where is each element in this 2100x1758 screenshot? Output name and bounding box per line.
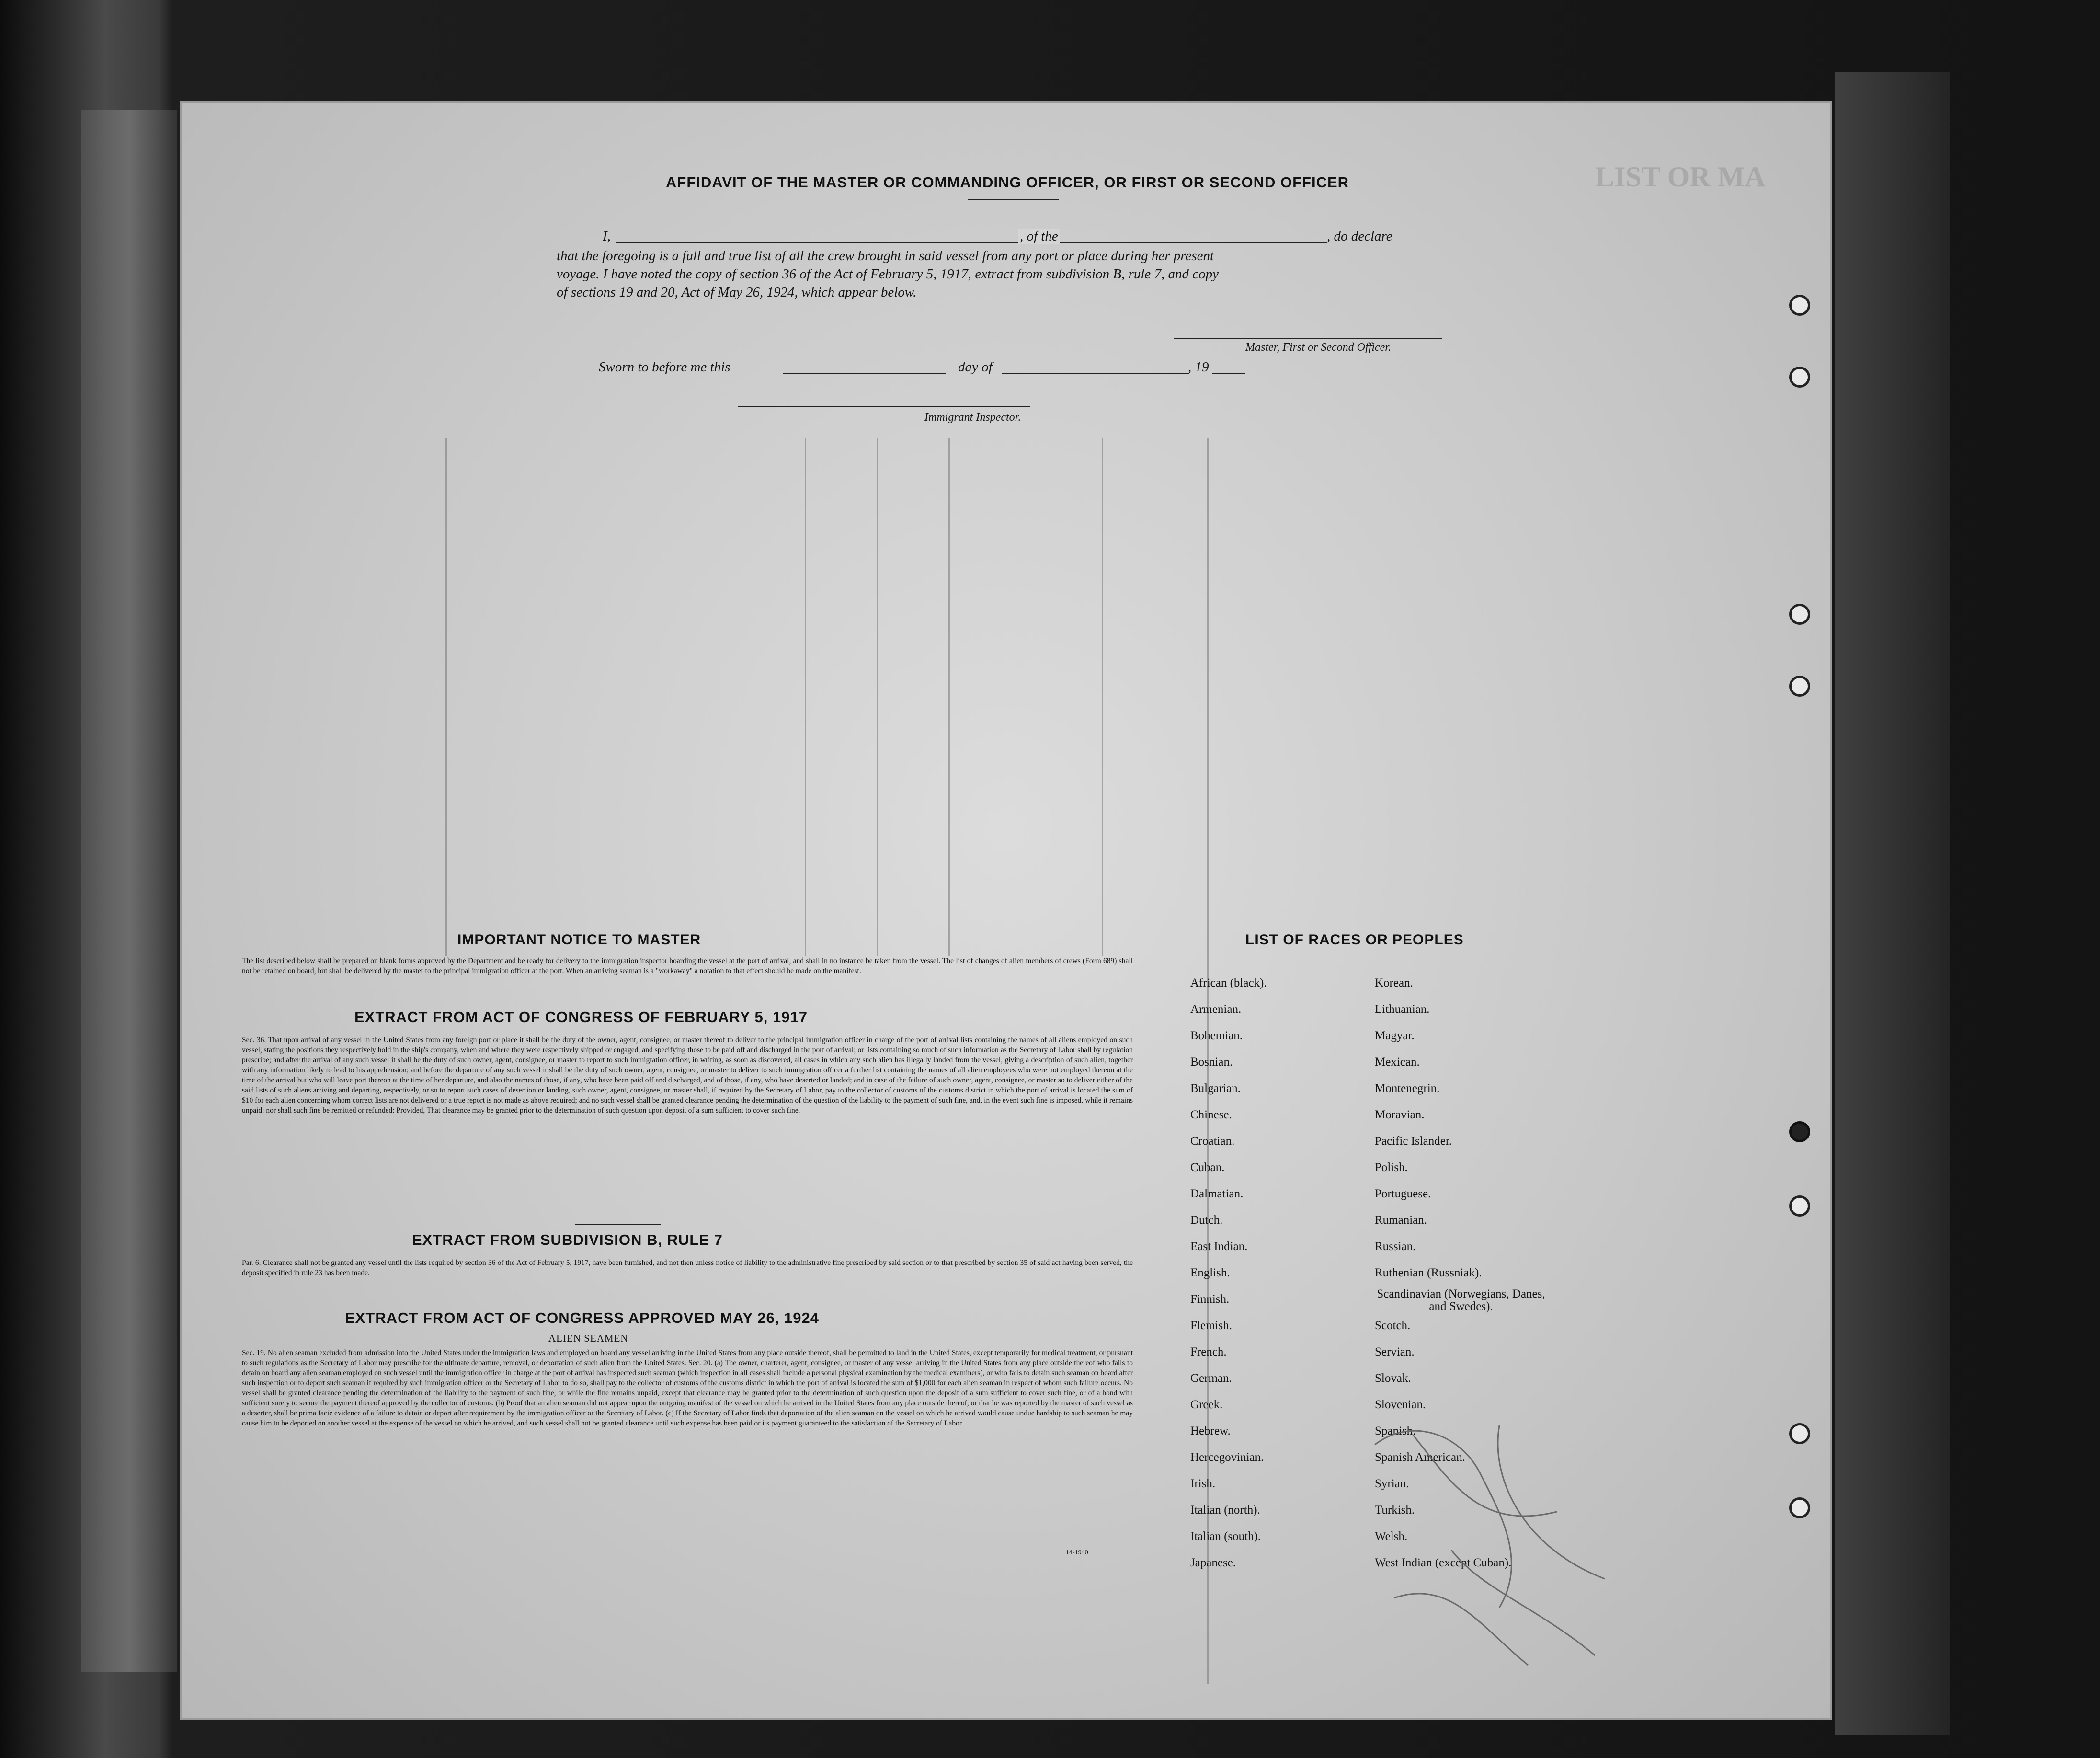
- master-signature-label: Master, First or Second Officer.: [1245, 341, 1391, 354]
- race-right-item: Korean.: [1375, 977, 1413, 989]
- affidavit-title: AFFIDAVIT OF THE MASTER OR COMMANDING OFFICER, OR FIRST OR SECOND OFFICER: [666, 174, 1349, 191]
- race-right-item: Scandinavian (Norwegians, Danes, and Swedes).: [1377, 1287, 1545, 1313]
- race-left-item: Chinese.: [1190, 1108, 1232, 1121]
- pencil-scribble: [1356, 1406, 1624, 1675]
- affidavit-do-declare: , do declare: [1327, 229, 1392, 244]
- race-right-item: West Indian (except Cuban).: [1375, 1556, 1512, 1569]
- race-right-item: Syrian.: [1375, 1477, 1409, 1490]
- binding-strip-left: [81, 110, 177, 1672]
- form-number: 14-1940: [1066, 1549, 1088, 1556]
- race-left-item: Italian (north).: [1190, 1504, 1260, 1517]
- affidavit-line-i: I,: [603, 229, 611, 244]
- race-right-item: Spanish.: [1375, 1425, 1416, 1437]
- race-right-item: Pacific Islander.: [1375, 1135, 1452, 1148]
- extract-rule7-title: EXTRACT FROM SUBDIVISION B, RULE 7: [412, 1231, 723, 1248]
- race-left-item: Irish.: [1190, 1477, 1216, 1490]
- race-left-item: Bosnian.: [1190, 1056, 1233, 1069]
- race-right-item: Scotch.: [1375, 1319, 1411, 1332]
- extract-1917-body: Sec. 36. That upon arrival of any vessel in the United States from any foreign port or place it shall be the duty of the owner, agent, consignee, or master thereof to deliver to the principal immigration officer in charge of the port of arrival lists containing the names of all aliens employed on such vessel, stating the positions they respectively hold in the ship's company, when and where they were respectively shipped or engaged, and specifying those to be paid off and discharged in the port of arrival; or lists containing so much of such information as the Secretary of Labor shall by regulation prescribe; and after the arrival of any such vessel it shall be the duty of such owner, agent, consignee, or master to report to such immigration officer, in writing, as soon as discovered, all cases in which any such alien has illegally landed from the vessel, giving a description of such alien, together with any information likely to lead to his apprehension; and before the departure of any such vessel it shall be the duty of such owner, agent, consignee, or master to deliver to such immigration officer a further list containing the names of all alien employees who were not employed thereon at the time of the arrival but who will leave port thereon at the time of her departure, and also the names of those, if any, who have been paid off and discharged, and of those, if any, who have deserted or landed; and in case of the failure of such owner, agent, consignee, or master so to deliver either of the said lists of such aliens arriving and departing, respectively, or so to report such cases of desertion or landing, such owner, agent, consignee, or master shall, if required by the Secretary of Labor, pay to the collector of customs of the customs district in which the port of arrival is located the sum of $10 for each alien concerning whom correct lists are not delivered or a true report is not made as above required; and no such vessel shall be granted clearance pending the determination of the question of the liability to the payment of such fine, and, in the event such fine is imposed, while it remains unpaid; nor shall such fine be remitted or refunded: Provided, That clearance may be granted prior to the determination of such question upon deposit of a sum sufficient to cover such fine.: [242, 1036, 1133, 1115]
- notice-body: The list described below shall be prepared on blank forms approved by the Department and be ready for delivery to the immigration inspector boarding the vessel at the port of arrival, and shall in no instance be taken from the vessel. The list of changes of alien members of crews (Form 689) shall not be retained on board, but shall be delivered by the master to the principal immigration officer at the port. When an arriving seaman is a "workaway" a notation to that effect should be made on the manifest.: [242, 957, 1133, 975]
- punch-hole: [1789, 367, 1810, 388]
- punch-hole: [1789, 1423, 1810, 1444]
- race-left-item: East Indian.: [1190, 1240, 1248, 1253]
- document-page: [182, 103, 1830, 1718]
- race-left-item: African (black).: [1190, 977, 1267, 989]
- race-left-item: Armenian.: [1190, 1003, 1242, 1016]
- punch-hole: [1789, 1497, 1810, 1518]
- sworn-text: Sworn to before me this: [599, 359, 730, 375]
- sworn-year-prefix: , 19: [1188, 359, 1209, 375]
- race-right-item: Spanish American.: [1375, 1451, 1465, 1464]
- race-right-item: Portuguese.: [1375, 1187, 1431, 1200]
- race-left-item: German.: [1190, 1372, 1232, 1385]
- race-right-item: Turkish.: [1375, 1504, 1415, 1517]
- race-left-item: French.: [1190, 1345, 1227, 1358]
- race-right-item: Slovenian.: [1375, 1398, 1426, 1411]
- race-left-item: Bohemian.: [1190, 1029, 1243, 1042]
- race-left-item: Dutch.: [1190, 1214, 1223, 1227]
- sworn-day-of: day of: [958, 359, 993, 375]
- race-left-item: Cuban.: [1190, 1161, 1225, 1174]
- race-right-item: Servian.: [1375, 1345, 1415, 1358]
- races-title: LIST OF RACES OR PEOPLES: [1245, 932, 1464, 948]
- race-right-item: Ruthenian (Russniak).: [1375, 1266, 1482, 1279]
- inspector-label: Immigrant Inspector.: [924, 411, 1021, 424]
- race-right-item: Slovak.: [1375, 1372, 1411, 1385]
- race-right-item: Welsh.: [1375, 1530, 1408, 1543]
- notice-title: IMPORTANT NOTICE TO MASTER: [457, 932, 701, 948]
- punch-hole: [1789, 1121, 1810, 1142]
- race-right-item: Montenegrin.: [1375, 1082, 1440, 1095]
- race-left-item: Japanese.: [1190, 1556, 1236, 1569]
- race-right-item: Russian.: [1375, 1240, 1416, 1253]
- race-left-item: Hercegovinian.: [1190, 1451, 1264, 1464]
- affidavit-body-line: that the foregoing is a full and true list of all the crew brought in said vessel from any port or place during her present: [557, 248, 1214, 264]
- race-right-item: Mexican.: [1375, 1056, 1420, 1069]
- extract-1924-subtitle: ALIEN SEAMEN: [548, 1333, 628, 1344]
- extract-1924-title: EXTRACT FROM ACT OF CONGRESS APPROVED MAY 26, 1924: [345, 1310, 819, 1326]
- bleed-through-text: LIST OR MA: [1595, 161, 1766, 193]
- punch-hole: [1789, 295, 1810, 316]
- binding-strip-right: [1835, 72, 1950, 1735]
- race-left-item: Finnish.: [1190, 1293, 1230, 1306]
- race-right-item: Rumanian.: [1375, 1214, 1427, 1227]
- extract-1917-title: EXTRACT FROM ACT OF CONGRESS OF FEBRUARY 5, 1917: [354, 1009, 808, 1025]
- punch-hole: [1789, 676, 1810, 697]
- extract-1924-body: Sec. 19. No alien seaman excluded from admission into the United States under the immigration laws and employed on board any vessel arriving in the United States from any place outside thereof, shall be permitted to land in the United States, except temporarily for medical treatment, or pursuant to such regulations as the Secretary of Labor may prescribe for the ultimate departure, removal, or deportation of such alien from the United States. Sec. 20. (a) The owner, charterer, agent, consignee, or master of any vessel arriving in the United States from any place outside thereof who fails to detain on board any alien seaman employed on such vessel until the immigration officer in charge at the port of arrival has inspected such seaman (which inspection in all cases shall include a personal physical examination by the medical examiners), or who fails to detain such seaman on board after such inspection or to deport such seaman if required by such immigration officer or the Secretary of Labor to do so, shall pay to the collector of customs of the customs district in which the port of arrival is located the sum of $1,000 for each alien seaman in respect of whom such failure occurs. No vessel shall be granted clearance pending the determination of the liability to the payment of such fine, or while the fine remains unpaid, except that clearance may be granted prior to the determination of such question upon the deposit of a sum sufficient to cover such fine, or of a bond with sufficient surety to secure the payment thereof approved by the collector of customs. (b) Proof that an alien seaman did not appear upon the outgoing manifest of the vessel on which he arrived in the United States from any place outside thereof, or that he was reported by the master of such vessel as a deserter, shall be prima facie evidence of a failure to detain or deport after requirement by the immigration officer or the Secretary of Labor. (c) If the Secretary of Labor finds that deportation of the alien seaman on the vessel on which he arrived would cause undue hardship to such seaman he may cause him to be deported on another vessel at the expense of the vessel on which he arrived, and such vessel shall not be granted clearance until such expense has been paid or its payment guaranteed to the satisfaction of the Secretary of Labor.: [242, 1349, 1133, 1427]
- race-right-item: Polish.: [1375, 1161, 1408, 1174]
- affidavit-of-the: , of the: [1018, 229, 1060, 244]
- race-left-item: Flemish.: [1190, 1319, 1232, 1332]
- race-left-item: Italian (south).: [1190, 1530, 1261, 1543]
- race-right-item: Moravian.: [1375, 1108, 1425, 1121]
- race-left-item: Greek.: [1190, 1398, 1223, 1411]
- race-left-item: English.: [1190, 1266, 1230, 1279]
- affidavit-body-line: voyage. I have noted the copy of section 36 of the Act of February 5, 1917, extract from subdivision B, rule 7, and copy: [557, 266, 1219, 282]
- punch-hole: [1789, 604, 1810, 625]
- punch-hole: [1789, 1195, 1810, 1217]
- race-right-item: Magyar.: [1375, 1029, 1415, 1042]
- race-right-item: Lithuanian.: [1375, 1003, 1430, 1016]
- race-left-item: Croatian.: [1190, 1135, 1235, 1148]
- extract-rule7-body: Par. 6. Clearance shall not be granted any vessel until the lists required by section 36 of the Act of February 5, 1917, have been furnished, and not then unless notice of liability to the administrative fine prescribed by said section or to that prescribed by section 35 of said act having been served, the deposit specified in rule 23 has been made.: [242, 1259, 1133, 1277]
- race-left-item: Bulgarian.: [1190, 1082, 1241, 1095]
- race-left-item: Dalmatian.: [1190, 1187, 1244, 1200]
- race-left-item: Hebrew.: [1190, 1425, 1231, 1437]
- affidavit-body-line: of sections 19 and 20, Act of May 26, 1924, which appear below.: [557, 285, 917, 300]
